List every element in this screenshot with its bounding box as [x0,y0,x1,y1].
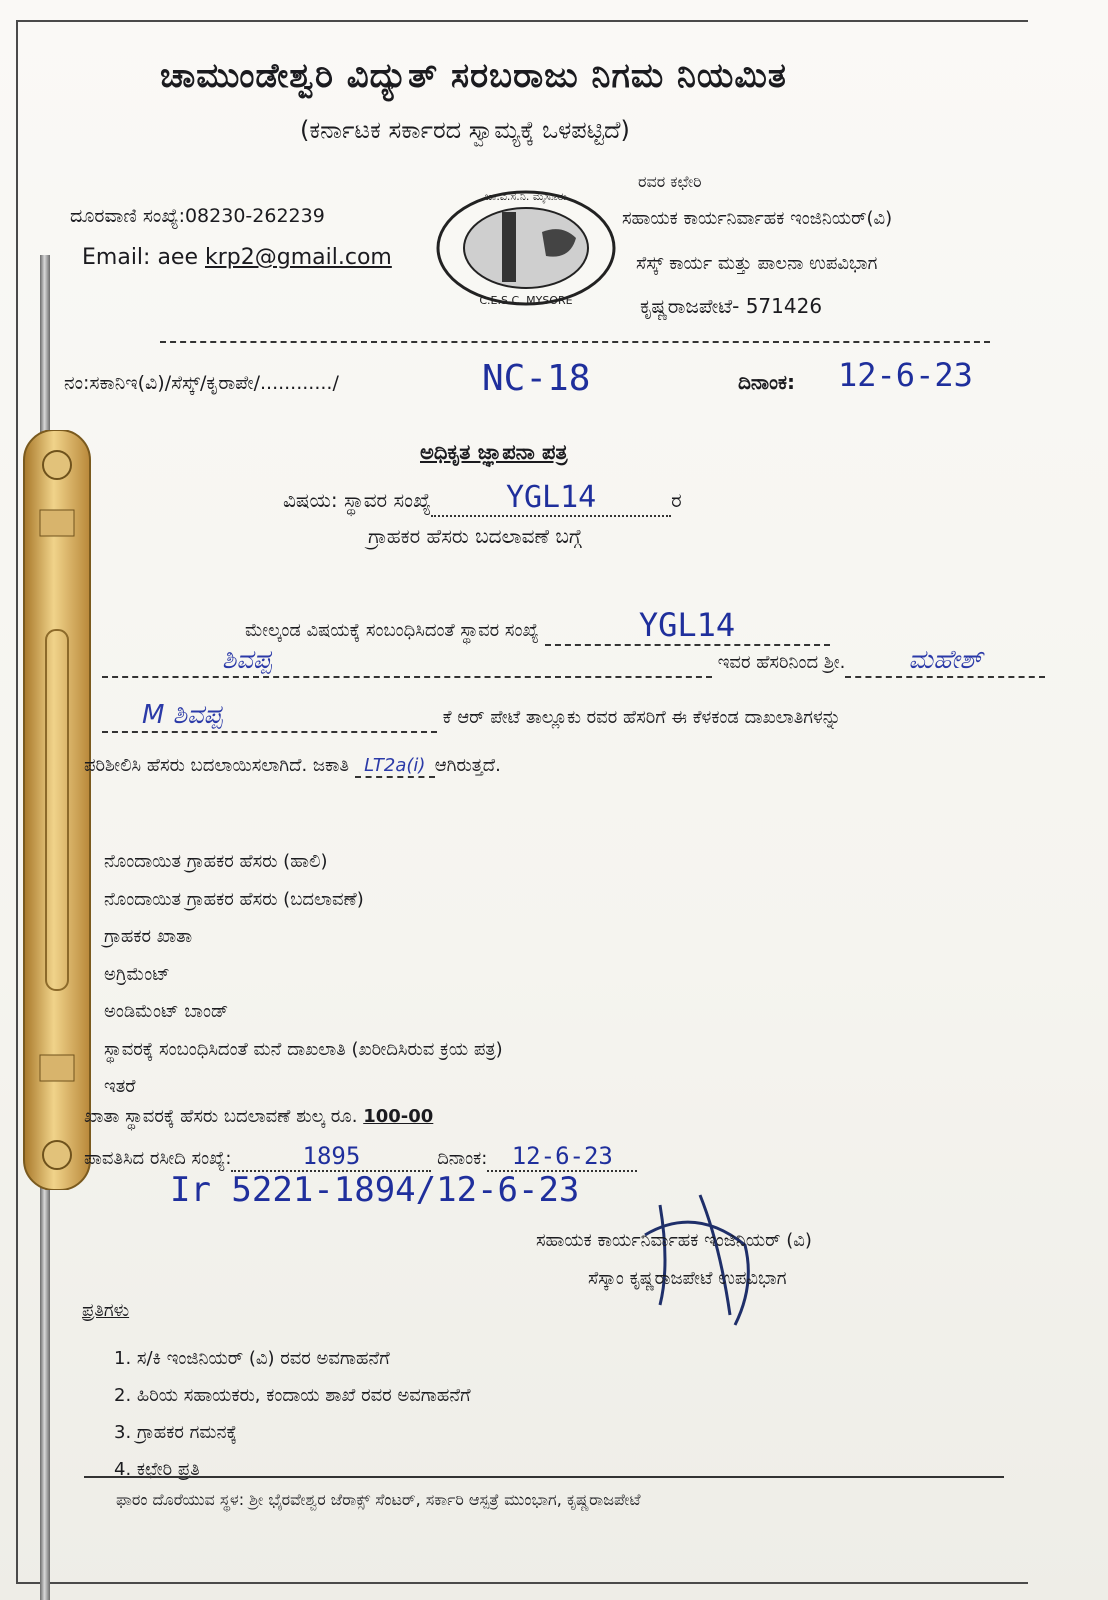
fee-line [84,1106,433,1127]
office-address: ಕೃಷ್ಣರಾಜಪೇಟೆ- 571426 [640,294,823,318]
copies-list [114,1340,471,1488]
footer-text: ಫಾರಂ ದೊರೆಯುವ ಸ್ಥಳ: ಶ್ರೀ ಭೈರವೇಶ್ವರ ಜೆರಾಕ್ಸ್ ಸೆಂಟರ್, ಸರ್ಕಾರಿ ಆಸ್ಪತ್ರೆ ಮುಂಭಾಗ, ಕೃಷ್ಣರಾಜಪೇಟೆ [116,1490,641,1509]
doc-item: ಗ್ರಾಹಕರ ಖಾತಾ [104,926,193,947]
doc-item: ಅಗ್ರಿಮೆಂಟ್ [104,963,170,985]
memo-heading: ಅಧಿಕೃತ ಜ್ಞಾಪನಾ ಪತ್ರ [420,440,568,464]
copy-num: 3. [114,1422,132,1443]
copy-num: 1. [114,1348,132,1369]
doc-item: ಅಂಡಿಮೆಂಟ್ ಬಾಂಡ್ [104,1001,229,1022]
office-division: ಸೆಸ್ಕ್ ಕಾರ್ಯ ಮತ್ತು ಪಾಲನಾ ಉಪವಿಭಾಗ [636,253,878,274]
email-label: Email: aee [82,245,205,270]
para-intro [245,606,830,646]
handwritten-receipt-note: Ir 5221-1894/12-6-23 [170,1170,580,1210]
doc-item: ನೊಂದಾಯಿತ ಗ್ರಾಹಕರ ಹೆಸರು (ಬದಲಾವಣೆ) [104,888,364,910]
email-line [82,245,392,270]
para-line-2 [102,645,1045,678]
signatory-office: ಸೆಸ್ಕಾಂ ಕೃಷ್ಣರಾಜಪೇಟೆ ಉಪವಿಭಾಗ [588,1268,787,1289]
copy-item [114,1340,471,1377]
org-subtitle: (ಕರ್ನಾಟಕ ಸರ್ಕಾರದ ಸ್ವಾಮ್ಯಕ್ಕೆ ಒಳಪಟ್ಟಿದೆ) [300,116,630,144]
para-new-name-2: M ಶಿವಪ್ಪ [102,700,437,733]
receipt-label: ಪಾವತಿಸಿದ ರಸೀದಿ ಸಂಖ್ಯೆ: [84,1148,232,1169]
doc-item: ನೊಂದಾಯಿತ ಗ್ರಾಹಕರ ಹೆಸರು (ಹಾಲಿ) [104,851,328,872]
ref-date-value: 12-6-23 [838,356,973,394]
subject-line [283,480,682,517]
office-title: ಸಹಾಯಕ ಕಾರ್ಯನಿರ್ವಾಹಕ ಇಂಜಿನಿಯರ್(ವಿ) [622,208,893,229]
office-caption: ರವರ ಕಛೇರಿ [638,172,702,191]
para-line-3-text: ಕೆ ಆರ್ ಪೇಟೆ ತಾಲ್ಲೂಕು ರವರ ಹೆಸರಿಗೆ ಈ ಕೆಳಕಂಡ ದಾಖಲಾತಿಗಳನ್ನು [442,707,841,728]
ref-date-label: ದಿನಾಂಕ: [738,370,795,394]
documents-list [104,843,503,1106]
cesc-logo [432,182,620,312]
ref-number-value: NC-18 [482,358,591,399]
signature-mark [640,1185,790,1335]
copy-num: 2. [114,1385,132,1406]
para-line-4 [84,755,501,778]
copy-item [114,1414,471,1451]
footer-divider [84,1476,1004,1478]
email-value[interactable]: krp2@gmail.com [205,245,392,270]
receipt-number: 1895 [231,1142,431,1172]
para-new-name: ಮಹೇಶ್ [845,645,1045,678]
doc-item: ಸ್ಥಾವರಕ್ಕೆ ಸಂಬಂಧಿಸಿದಂತೆ ಮನೆ ದಾಖಲಾತಿ (ಖರೀದಿಸಿರುವ ಕ್ರಯ ಪತ್ರ) [104,1038,503,1060]
para-installation-no: YGL14 [545,606,830,646]
ref-number-label: ನಂ:ಸಕಾನಿಇ(ವಿ)/ಸೆಸ್ಕ್/ಕೃರಾಪೇ/............/ [64,372,339,394]
fee-amount: 100-00 [363,1106,434,1127]
copy-text: ಗ್ರಾಹಕರ ಗಮನಕ್ಕೆ [136,1422,238,1443]
signatory-title: ಸಹಾಯಕ ಕಾರ್ಯನಿರ್ವಾಹಕ ಇಂಜಿನಿಯರ್ (ವಿ) [536,1230,812,1251]
logo-top-text: ಚಾ.ವಿ.ಸ.ನಿ. ಮೈಸೂರು [484,190,568,203]
header-divider [160,341,990,343]
para-old-name: ಶಿವಪ್ಪ [102,645,712,678]
para-line-3 [102,700,841,733]
copy-text: ಸ/ಕಿ ಇಂಜಿನಿಯರ್ (ವಿ) ರವರ ಅವಗಾಹನೆಗೆ [136,1348,390,1369]
receipt-date-label: ದಿನಾಂಕ: [437,1148,488,1169]
copy-text: ಕಛೇರಿ ಪ್ರತಿ [136,1459,200,1480]
subject-label: ವಿಷಯ: ಸ್ಥಾವರ ಸಂಖ್ಯೆ [283,488,432,512]
subject-suffix: ರ [671,488,682,512]
para-tariff: LT2a(i) [355,755,435,778]
subject-installation-no: YGL14 [431,480,671,517]
copy-num: 4. [114,1459,132,1480]
phone-number: ದೂರವಾಣಿ ಸಂಖ್ಯೆ:08230-262239 [70,205,325,227]
para-line-4-end: ಆಗಿರುತ್ತದೆ. [434,755,501,776]
receipt-date: 12-6-23 [487,1142,637,1172]
para-from-label: ಇವರ ಹೆಸರಿನಿಂದ ಶ್ರೀ. [717,652,846,673]
para-intro-text: ಮೇಲ್ಕಂಡ ವಿಷಯಕ್ಕೆ ಸಂಬಂಧಿಸಿದಂತೆ ಸ್ಥಾವರ ಸಂಖ್ಯೆ [245,620,539,641]
doc-item: ಇತರೆ [104,1076,136,1097]
copy-text: ಹಿರಿಯ ಸಹಾಯಕರು, ಕಂದಾಯ ಶಾಖೆ ರವರ ಅವಗಾಹನೆಗೆ [136,1385,471,1406]
binder-clip [10,430,100,1190]
subject-line-2: ಗ್ರಾಹಕರ ಹೆಸರು ಬದಲಾವಣೆ ಬಗ್ಗೆ [368,524,582,548]
fee-label: ಖಾತಾ ಸ್ಥಾವರಕ್ಕೆ ಹೆಸರು ಬದಲಾವಣೆ ಶುಲ್ಕ ರೂ. [84,1106,358,1127]
receipt-line [84,1142,637,1172]
copies-label: ಪ್ರತಿಗಳು [82,1300,130,1321]
logo-bottom-text: C.E.S.C. MYSORE [479,294,573,307]
copy-item [114,1377,471,1414]
para-line-4-text: ಪರಿಶೀಲಿಸಿ ಹೆಸರು ಬದಲಾಯಿಸಲಾಗಿದೆ. ಜಕಾತಿ [84,755,350,776]
copy-item [114,1451,471,1488]
org-name: ಚಾಮುಂಡೇಶ್ವರಿ ವಿದ್ಯುತ್ ಸರಬರಾಜು ನಿಗಮ ನಿಯಮಿತ [160,56,787,96]
